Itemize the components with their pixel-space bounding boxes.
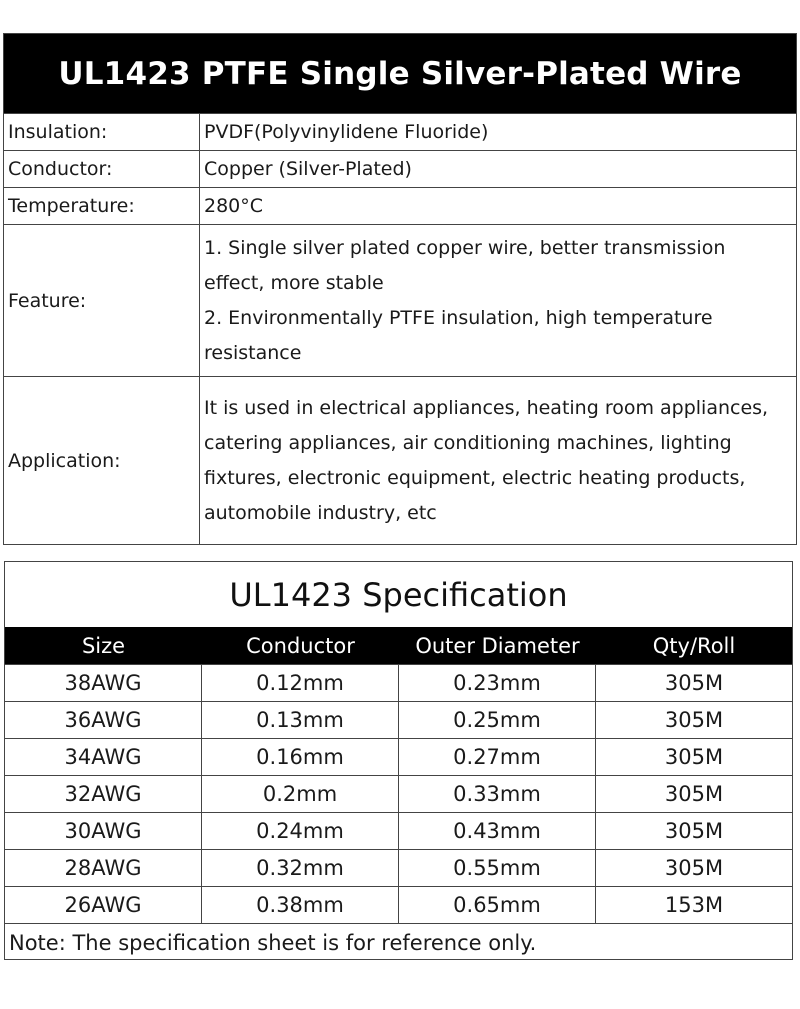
qty-roll-cell: 153M xyxy=(664,893,724,917)
application-label: Application: xyxy=(4,377,200,545)
table-row xyxy=(5,738,792,775)
conductor-cell: 0.24mm xyxy=(202,813,399,849)
table-row xyxy=(5,701,792,738)
size-cell: 26AWG xyxy=(5,887,202,923)
feature-line: effect, more stable xyxy=(204,271,384,294)
product-title: UL1423 PTFE Single Silver-Plated Wire xyxy=(4,34,796,113)
table-row xyxy=(5,849,792,886)
table-row xyxy=(5,664,792,701)
conductor-cell: 0.16mm xyxy=(202,739,399,775)
conductor-value: Copper (Silver-Plated) xyxy=(204,158,412,180)
conductor-cell: 0.2mm xyxy=(202,776,399,812)
temperature-label: Temperature: xyxy=(4,188,200,224)
application-line: fixtures, electronic equipment, electric heating products, xyxy=(204,467,746,489)
feature-line: 2. Environmentally PTFE insulation, high temperature xyxy=(204,306,713,329)
qty-roll-cell: 305M xyxy=(664,819,724,843)
insulation-row xyxy=(4,113,796,150)
header-qty-roll: Qty/Roll xyxy=(652,633,736,658)
outer-diameter-cell: 0.55mm xyxy=(399,850,596,886)
table-row xyxy=(5,812,792,849)
outer-diameter-cell: 0.33mm xyxy=(399,776,596,812)
application-line: automobile industry, etc xyxy=(204,502,437,524)
header-size: Size xyxy=(81,633,126,658)
insulation-value: PVDF(Polyvinylidene Fluoride) xyxy=(204,121,489,143)
header-conductor: Conductor xyxy=(246,633,355,658)
outer-diameter-cell: 0.65mm xyxy=(399,887,596,923)
application-value xyxy=(200,377,796,545)
qty-roll-cell: 305M xyxy=(664,745,724,769)
application-line: It is used in electrical appliances, heating room appliances, xyxy=(204,397,769,419)
spec-note: Note: The specification sheet is for reference only. xyxy=(5,923,792,961)
feature-label: Feature: xyxy=(4,225,200,376)
feature-line: 1. Single silver plated copper wire, better transmission xyxy=(204,236,726,259)
qty-roll-cell: 305M xyxy=(664,856,724,880)
conductor-cell: 0.13mm xyxy=(202,702,399,738)
conductor-cell: 0.38mm xyxy=(202,887,399,923)
conductor-label: Conductor: xyxy=(4,151,200,187)
feature-value xyxy=(200,225,796,376)
table-row xyxy=(5,886,792,923)
conductor-row xyxy=(4,150,796,187)
outer-diameter-cell: 0.27mm xyxy=(399,739,596,775)
insulation-label: Insulation: xyxy=(4,114,200,150)
qty-roll-cell: 305M xyxy=(664,671,724,695)
application-row xyxy=(4,376,796,545)
qty-roll-cell: 305M xyxy=(664,708,724,732)
conductor-cell: 0.32mm xyxy=(202,850,399,886)
product-properties-table xyxy=(3,33,797,545)
temperature-value: 280°C xyxy=(204,195,264,217)
size-cell: 28AWG xyxy=(5,850,202,886)
header-outer-diameter: Outer Diameter xyxy=(415,633,580,658)
conductor-cell: 0.12mm xyxy=(202,665,399,701)
size-cell: 38AWG xyxy=(5,665,202,701)
outer-diameter-cell: 0.25mm xyxy=(399,702,596,738)
spec-header-row xyxy=(5,627,792,664)
table-row xyxy=(5,775,792,812)
qty-roll-cell: 305M xyxy=(664,782,724,806)
specification-table xyxy=(4,561,793,960)
size-cell: 34AWG xyxy=(5,739,202,775)
outer-diameter-cell: 0.23mm xyxy=(399,665,596,701)
size-cell: 30AWG xyxy=(5,813,202,849)
size-cell: 36AWG xyxy=(5,702,202,738)
temperature-row xyxy=(4,187,796,224)
application-line: catering appliances, air conditioning machines, lighting xyxy=(204,432,732,454)
outer-diameter-cell: 0.43mm xyxy=(399,813,596,849)
feature-line: resistance xyxy=(204,341,302,364)
feature-row xyxy=(4,224,796,376)
spec-title: UL1423 Specification xyxy=(229,575,568,614)
size-cell: 32AWG xyxy=(5,776,202,812)
